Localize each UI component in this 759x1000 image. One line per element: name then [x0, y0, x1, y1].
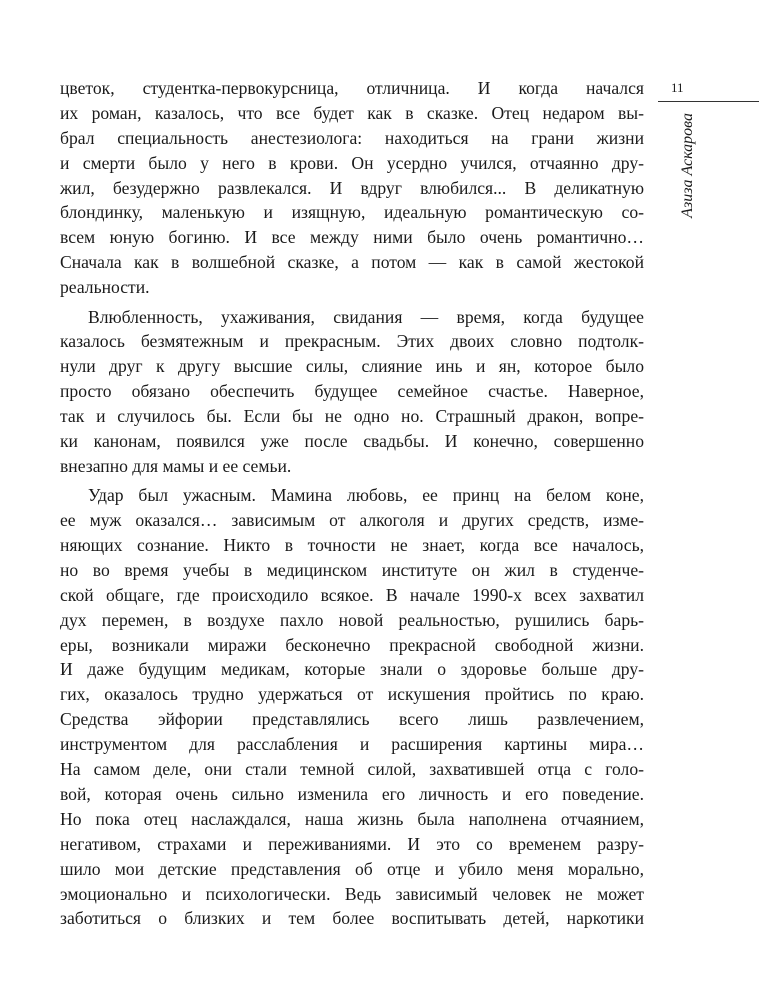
paragraph-2: [60, 305, 644, 479]
text-line: жил, безудержно развлекался. И вдруг влюбился... В деликатную: [60, 177, 644, 198]
text-line: гих, оказалось трудно удержаться от искушения пройтись по краю.: [60, 684, 644, 705]
text-line: дух перемен, в воздухе пахло новой реальностью, рушились барь-: [60, 609, 644, 630]
text-line: казалось безмятежным и прекрасным. Этих двоих словно подтолк-: [60, 331, 644, 352]
text-line: няющих сознание. Никто в точности не знает, когда все началось,: [60, 535, 644, 556]
text-line: внезапно для мамы и ее семьи.: [60, 455, 292, 476]
text-line: но во время учебы в медицинском институте он жил в студенче-: [60, 559, 644, 580]
header-rule: [658, 101, 759, 102]
text-line: Удар был ужасным. Мамина любовь, ее принц на белом коне,: [88, 485, 644, 506]
text-line: нули друг к другу высшие силы, слияние инь и ян, которое было: [60, 356, 644, 377]
text-line: Влюбленность, ухаживания, свидания — время, когда будущее: [88, 306, 644, 327]
text-line: цветок, студентка-первокурсница, отличница. И когда начался: [60, 78, 644, 98]
text-line: Средства эйфории представлялись всего лишь развлечением,: [60, 709, 644, 730]
text-line: брал специальность анестезиолога: находиться на грани жизни: [60, 127, 644, 148]
text-line: ки канонам, появился уже после свадьбы. И конечно, совершенно: [60, 430, 644, 451]
text-line: просто обязано обеспечить будущее семейное счастье. Наверное,: [60, 381, 644, 402]
text-line: На самом деле, они стали темной силой, захватившей отца с голо-: [60, 759, 644, 780]
text-line: Но пока отец наслаждался, наша жизнь была наполнена отчаянием,: [60, 808, 644, 829]
text-line: реальности.: [60, 277, 150, 298]
text-line: и смерти было у него в крови. Он усердно учился, отчаянно дру-: [60, 152, 644, 173]
text-line: Сначала как в волшебной сказке, а потом — как в самой жестокой: [60, 252, 644, 273]
text-line: инструментом для расслабления и расширения картины мира…: [60, 734, 644, 755]
text-line: ской общаге, где происходило всякое. В начале 1990-х всех захватил: [60, 584, 644, 605]
text-line: блондинку, маленькую и изящную, идеальную романтическую со-: [60, 202, 644, 223]
text-line: эмоционально и психологически. Ведь зависимый человек не может: [60, 883, 644, 904]
text-line: их роман, казалось, что все будет как в сказке. Отец недаром вы-: [60, 102, 644, 123]
text-line: шило мои детские представления об отце и убило меня морально,: [60, 858, 644, 879]
text-line: вой, которая очень сильно изменила его личность и его поведение.: [60, 783, 644, 804]
text-line: заботиться о близких и тем более воспитывать детей, наркотики: [60, 908, 644, 929]
paragraph-3: [60, 483, 644, 931]
text-line: негативом, страхами и переживаниями. И это со временем разру-: [60, 833, 644, 854]
paragraph-1: [60, 76, 644, 300]
running-head-author: Азиза Аскарова: [679, 113, 696, 218]
text-line: ее муж оказался… зависимым от алкоголя и других средств, изме-: [60, 510, 644, 531]
page-number: 11: [671, 80, 684, 95]
text-line: И даже будущим медикам, которые знали о здоровье больше дру-: [60, 659, 644, 680]
text-line: так и случилось бы. Если бы не одно но. Страшный дракон, вопре-: [60, 406, 644, 427]
body-text: [60, 76, 644, 931]
text-line: еры, возникали миражи бесконечно прекрасной свободной жизни.: [60, 634, 644, 655]
text-line: всем юную богиню. И все между ними было очень романтично…: [60, 227, 644, 248]
